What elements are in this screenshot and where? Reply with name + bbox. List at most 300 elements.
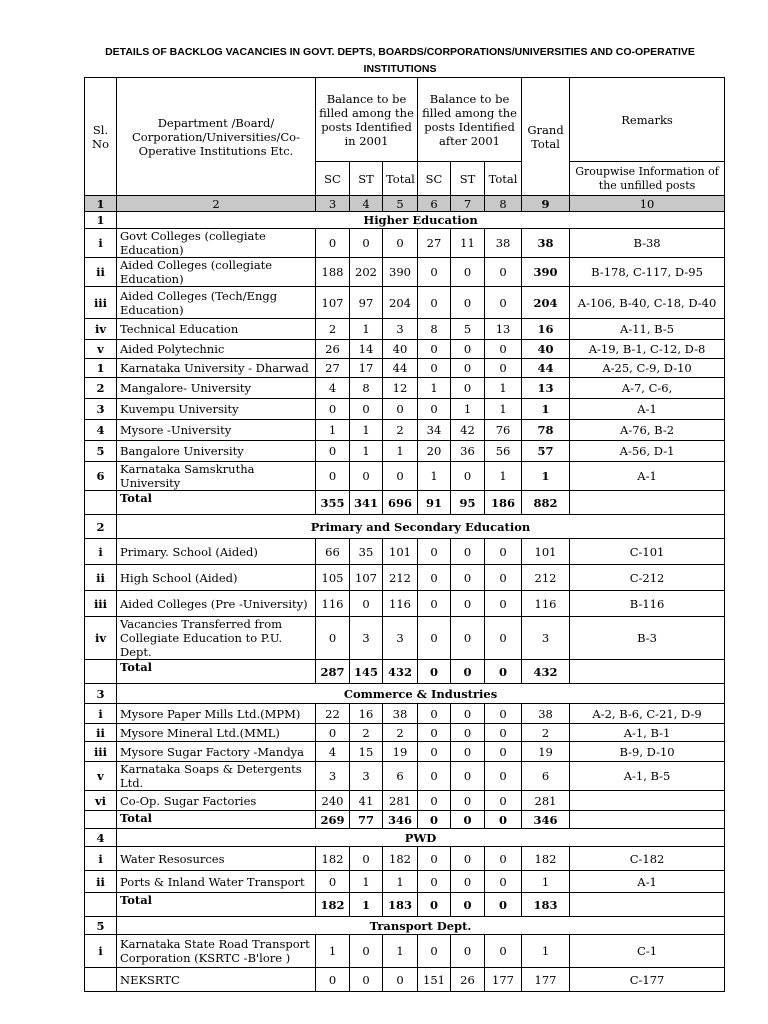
row-st-2001: 8 — [350, 378, 383, 399]
row-total-after: 0 — [485, 704, 522, 724]
row-total-after: 0 — [485, 287, 522, 319]
row-grand-total: 212 — [522, 565, 570, 591]
table-row — [85, 441, 725, 462]
row-sc-after: 8 — [418, 319, 451, 340]
row-department: Aided Polytechnic — [117, 340, 316, 359]
row-remarks: A-1 — [570, 871, 725, 893]
total-value: 355 — [316, 491, 350, 515]
row-department: Mysore Mineral Ltd.(MML) — [117, 724, 316, 742]
total-value: 0 — [418, 893, 451, 917]
row-slno: iii — [85, 591, 117, 617]
total-value: 696 — [383, 491, 418, 515]
total-value: 0 — [451, 893, 485, 917]
row-grand-total: 101 — [522, 539, 570, 565]
row-department: Karnataka University - Dharwad — [117, 359, 316, 378]
header-st: ST — [451, 162, 485, 196]
colnum: 9 — [522, 196, 570, 212]
section-name: Transport Dept. — [117, 917, 725, 935]
row-st-2001: 202 — [350, 258, 383, 287]
row-st-after: 0 — [451, 847, 485, 871]
row-sc-2001: 105 — [316, 565, 350, 591]
row-sc-after: 0 — [418, 871, 451, 893]
row-remarks: C-177 — [570, 968, 725, 992]
row-st-2001: 0 — [350, 935, 383, 968]
row-department: Water Resosurces — [117, 847, 316, 871]
colnum: 3 — [316, 196, 350, 212]
section-name: Primary and Secondary Education — [117, 515, 725, 539]
row-total-2001: 3 — [383, 319, 418, 340]
total-value: 0 — [485, 660, 522, 684]
row-sc-2001: 4 — [316, 378, 350, 399]
row-department: Primary. School (Aided) — [117, 539, 316, 565]
row-total-2001: 101 — [383, 539, 418, 565]
row-remarks: A-106, B-40, C-18, D-40 — [570, 287, 725, 319]
row-department: Co-Op. Sugar Factories — [117, 791, 316, 811]
row-department: Aided Colleges (Pre -University) — [117, 591, 316, 617]
table-row — [85, 229, 725, 258]
row-total-after: 0 — [485, 871, 522, 893]
row-st-2001: 0 — [350, 591, 383, 617]
row-st-2001: 1 — [350, 420, 383, 441]
table-row — [85, 724, 725, 742]
row-st-after: 0 — [451, 762, 485, 791]
row-total-2001: 12 — [383, 378, 418, 399]
row-st-2001: 107 — [350, 565, 383, 591]
row-remarks: B-3 — [570, 617, 725, 660]
row-total-after: 0 — [485, 359, 522, 378]
row-st-after: 0 — [451, 340, 485, 359]
row-total-2001: 182 — [383, 847, 418, 871]
total-value: 95 — [451, 491, 485, 515]
row-sc-2001: 0 — [316, 617, 350, 660]
row-slno: 6 — [85, 462, 117, 491]
table-row — [85, 420, 725, 441]
row-total-after: 0 — [485, 742, 522, 762]
row-sc-after: 0 — [418, 565, 451, 591]
total-value: 0 — [485, 893, 522, 917]
row-slno: iii — [85, 287, 117, 319]
section-name: PWD — [117, 829, 725, 847]
row-sc-2001: 1 — [316, 420, 350, 441]
section-number: 5 — [85, 917, 117, 935]
row-slno: iv — [85, 319, 117, 340]
table-row — [85, 539, 725, 565]
total-slno-empty — [85, 893, 117, 917]
table-row — [85, 359, 725, 378]
colnum: 5 — [383, 196, 418, 212]
table-row — [85, 399, 725, 420]
row-grand-total: 44 — [522, 359, 570, 378]
header-total: Total — [383, 162, 418, 196]
row-department: Karnataka State Road Transport Corporation (KSRTC -B'lore ) — [117, 935, 316, 968]
row-department: NEKSRTC — [117, 968, 316, 992]
row-sc-2001: 240 — [316, 791, 350, 811]
colnum: 4 — [350, 196, 383, 212]
total-value — [570, 660, 725, 684]
row-sc-2001: 107 — [316, 287, 350, 319]
total-row — [85, 893, 725, 917]
section-header-row — [85, 515, 725, 539]
total-slno-empty — [85, 811, 117, 829]
total-value — [570, 811, 725, 829]
total-value — [570, 491, 725, 515]
row-total-2001: 390 — [383, 258, 418, 287]
row-slno: i — [85, 229, 117, 258]
row-slno — [85, 968, 117, 992]
row-slno: i — [85, 539, 117, 565]
total-value: 183 — [383, 893, 418, 917]
row-slno: v — [85, 762, 117, 791]
row-sc-2001: 4 — [316, 742, 350, 762]
table-row — [85, 847, 725, 871]
table-row — [85, 704, 725, 724]
row-department: Bangalore University — [117, 441, 316, 462]
row-slno: iv — [85, 617, 117, 660]
row-st-after: 0 — [451, 287, 485, 319]
row-st-after: 0 — [451, 378, 485, 399]
row-total-after: 38 — [485, 229, 522, 258]
row-st-2001: 3 — [350, 617, 383, 660]
row-remarks: B-38 — [570, 229, 725, 258]
header-sc: SC — [316, 162, 350, 196]
row-total-2001: 212 — [383, 565, 418, 591]
row-grand-total: 281 — [522, 791, 570, 811]
row-st-after: 0 — [451, 462, 485, 491]
row-total-2001: 0 — [383, 399, 418, 420]
row-total-after: 0 — [485, 591, 522, 617]
total-label: Total — [117, 893, 316, 917]
row-st-2001: 14 — [350, 340, 383, 359]
row-department: Kuvempu University — [117, 399, 316, 420]
row-grand-total: 2 — [522, 724, 570, 742]
table-row — [85, 742, 725, 762]
row-grand-total: 19 — [522, 742, 570, 762]
total-row — [85, 660, 725, 684]
total-label: Total — [117, 660, 316, 684]
row-remarks: A-2, B-6, C-21, D-9 — [570, 704, 725, 724]
row-st-after: 0 — [451, 258, 485, 287]
row-total-2001: 6 — [383, 762, 418, 791]
row-st-2001: 16 — [350, 704, 383, 724]
total-slno-empty — [85, 660, 117, 684]
row-total-2001: 116 — [383, 591, 418, 617]
row-total-2001: 1 — [383, 441, 418, 462]
row-grand-total: 1 — [522, 935, 570, 968]
row-slno: 1 — [85, 359, 117, 378]
row-remarks: C-101 — [570, 539, 725, 565]
row-grand-total: 390 — [522, 258, 570, 287]
total-value: 91 — [418, 491, 451, 515]
total-value: 269 — [316, 811, 350, 829]
row-st-2001: 1 — [350, 441, 383, 462]
row-sc-2001: 0 — [316, 229, 350, 258]
row-department: Aided Colleges (Tech/Engg Education) — [117, 287, 316, 319]
row-st-2001: 0 — [350, 847, 383, 871]
row-sc-after: 1 — [418, 462, 451, 491]
table-row — [85, 968, 725, 992]
table-row — [85, 462, 725, 491]
section-header-row — [85, 917, 725, 935]
row-st-2001: 35 — [350, 539, 383, 565]
header-groupwise: Groupwise Information of the unfilled posts — [570, 162, 725, 196]
row-sc-2001: 0 — [316, 724, 350, 742]
section-number: 2 — [85, 515, 117, 539]
row-sc-2001: 1 — [316, 935, 350, 968]
section-header-row — [85, 684, 725, 704]
row-remarks: A-19, B-1, C-12, D-8 — [570, 340, 725, 359]
row-slno: 2 — [85, 378, 117, 399]
row-sc-after: 0 — [418, 847, 451, 871]
row-department: Mysore Sugar Factory -Mandya — [117, 742, 316, 762]
row-slno: iii — [85, 742, 117, 762]
row-st-after: 0 — [451, 591, 485, 617]
colnum: 7 — [451, 196, 485, 212]
table-row — [85, 762, 725, 791]
total-slno-empty — [85, 491, 117, 515]
row-sc-after: 0 — [418, 742, 451, 762]
row-total-2001: 1 — [383, 871, 418, 893]
row-remarks: A-1, B-5 — [570, 762, 725, 791]
row-grand-total: 78 — [522, 420, 570, 441]
row-slno: ii — [85, 565, 117, 591]
row-total-2001: 44 — [383, 359, 418, 378]
row-department: Technical Education — [117, 319, 316, 340]
total-label: Total — [117, 491, 316, 515]
row-sc-after: 151 — [418, 968, 451, 992]
header-dept: Department /Board/ Corporation/Universities/Co-Operative Institutions Etc. — [117, 78, 316, 196]
row-st-after: 0 — [451, 617, 485, 660]
total-value: 0 — [485, 811, 522, 829]
total-value: 341 — [350, 491, 383, 515]
row-sc-2001: 2 — [316, 319, 350, 340]
table-row — [85, 340, 725, 359]
row-total-after: 0 — [485, 724, 522, 742]
row-slno: ii — [85, 871, 117, 893]
table-row — [85, 287, 725, 319]
row-st-2001: 3 — [350, 762, 383, 791]
table-row — [85, 791, 725, 811]
header-sc: SC — [418, 162, 451, 196]
total-value: 183 — [522, 893, 570, 917]
row-department: Karnataka Soaps & Detergents Ltd. — [117, 762, 316, 791]
total-value: 77 — [350, 811, 383, 829]
row-sc-2001: 3 — [316, 762, 350, 791]
row-sc-after: 0 — [418, 359, 451, 378]
section-name: Higher Education — [117, 212, 725, 229]
section-header-row — [85, 212, 725, 229]
row-total-2001: 1 — [383, 935, 418, 968]
row-department: Aided Colleges (collegiate Education) — [117, 258, 316, 287]
total-value: 0 — [418, 811, 451, 829]
row-grand-total: 40 — [522, 340, 570, 359]
row-st-2001: 1 — [350, 319, 383, 340]
row-sc-2001: 0 — [316, 871, 350, 893]
row-sc-2001: 182 — [316, 847, 350, 871]
row-grand-total: 204 — [522, 287, 570, 319]
row-st-2001: 1 — [350, 871, 383, 893]
row-st-after: 26 — [451, 968, 485, 992]
section-number: 4 — [85, 829, 117, 847]
row-sc-after: 0 — [418, 704, 451, 724]
row-sc-after: 0 — [418, 591, 451, 617]
backlog-vacancies-table — [84, 77, 725, 992]
row-st-2001: 15 — [350, 742, 383, 762]
row-total-after: 177 — [485, 968, 522, 992]
row-sc-after: 20 — [418, 441, 451, 462]
total-value: 432 — [383, 660, 418, 684]
document-title: DETAILS OF BACKLOG VACANCIES IN GOVT. DEPTS, BOARDS/CORPORATIONS/UNIVERSITIES AND CO-OPERATIVE INSTITUTIONS — [105, 46, 695, 75]
row-total-2001: 38 — [383, 704, 418, 724]
header-slno: Sl. No — [85, 78, 117, 196]
table-row — [85, 591, 725, 617]
table-row — [85, 319, 725, 340]
row-grand-total: 38 — [522, 229, 570, 258]
row-remarks: A-56, D-1 — [570, 441, 725, 462]
row-grand-total: 6 — [522, 762, 570, 791]
colnum: 1 — [85, 196, 117, 212]
colnum: 6 — [418, 196, 451, 212]
header-balance-2001: Balance to be filled among the posts Identified in 2001 — [316, 78, 418, 162]
row-sc-after: 27 — [418, 229, 451, 258]
row-department: Karnataka Samskrutha University — [117, 462, 316, 491]
total-value: 0 — [451, 811, 485, 829]
row-remarks: A-25, C-9, D-10 — [570, 359, 725, 378]
row-remarks — [570, 791, 725, 811]
row-remarks: B-178, C-117, D-95 — [570, 258, 725, 287]
row-total-2001: 40 — [383, 340, 418, 359]
row-sc-after: 0 — [418, 539, 451, 565]
total-value: 287 — [316, 660, 350, 684]
row-total-after: 1 — [485, 462, 522, 491]
row-total-2001: 281 — [383, 791, 418, 811]
row-total-2001: 204 — [383, 287, 418, 319]
row-st-2001: 0 — [350, 462, 383, 491]
row-sc-after: 0 — [418, 340, 451, 359]
row-st-after: 0 — [451, 871, 485, 893]
row-slno: 5 — [85, 441, 117, 462]
row-grand-total: 3 — [522, 617, 570, 660]
row-sc-after: 34 — [418, 420, 451, 441]
row-grand-total: 182 — [522, 847, 570, 871]
row-st-2001: 0 — [350, 229, 383, 258]
table-row — [85, 565, 725, 591]
table-row — [85, 935, 725, 968]
row-remarks: A-7, C-6, — [570, 378, 725, 399]
total-value: 186 — [485, 491, 522, 515]
row-total-after: 0 — [485, 791, 522, 811]
row-total-after: 0 — [485, 340, 522, 359]
total-value: 0 — [451, 660, 485, 684]
row-sc-2001: 22 — [316, 704, 350, 724]
colnum: 10 — [570, 196, 725, 212]
section-number: 3 — [85, 684, 117, 704]
row-st-after: 0 — [451, 704, 485, 724]
row-slno: v — [85, 340, 117, 359]
total-value: 0 — [418, 660, 451, 684]
row-grand-total: 1 — [522, 462, 570, 491]
row-sc-2001: 0 — [316, 399, 350, 420]
row-total-after: 13 — [485, 319, 522, 340]
row-st-after: 0 — [451, 359, 485, 378]
table-row — [85, 617, 725, 660]
table-row — [85, 258, 725, 287]
row-sc-after: 0 — [418, 724, 451, 742]
row-total-after: 0 — [485, 617, 522, 660]
header-total: Total — [485, 162, 522, 196]
row-st-2001: 0 — [350, 968, 383, 992]
row-total-2001: 0 — [383, 229, 418, 258]
row-st-2001: 17 — [350, 359, 383, 378]
row-grand-total: 116 — [522, 591, 570, 617]
row-slno: i — [85, 704, 117, 724]
total-value — [570, 893, 725, 917]
row-sc-after: 0 — [418, 762, 451, 791]
row-total-after: 0 — [485, 539, 522, 565]
row-sc-2001: 26 — [316, 340, 350, 359]
row-slno: 3 — [85, 399, 117, 420]
row-total-after: 0 — [485, 258, 522, 287]
row-slno: 4 — [85, 420, 117, 441]
row-sc-after: 0 — [418, 258, 451, 287]
row-slno: i — [85, 847, 117, 871]
row-sc-2001: 188 — [316, 258, 350, 287]
row-remarks: A-11, B-5 — [570, 319, 725, 340]
row-sc-after: 0 — [418, 617, 451, 660]
row-department: Mysore Paper Mills Ltd.(MPM) — [117, 704, 316, 724]
row-st-2001: 97 — [350, 287, 383, 319]
row-st-after: 36 — [451, 441, 485, 462]
row-total-after: 1 — [485, 399, 522, 420]
row-remarks: B-9, D-10 — [570, 742, 725, 762]
row-total-2001: 19 — [383, 742, 418, 762]
row-sc-after: 0 — [418, 399, 451, 420]
total-row — [85, 811, 725, 829]
row-remarks: C-182 — [570, 847, 725, 871]
row-department: Govt Colleges (collegiate Education) — [117, 229, 316, 258]
total-value: 145 — [350, 660, 383, 684]
row-st-after: 0 — [451, 742, 485, 762]
row-total-after: 0 — [485, 565, 522, 591]
row-sc-after: 1 — [418, 378, 451, 399]
row-grand-total: 13 — [522, 378, 570, 399]
row-total-2001: 3 — [383, 617, 418, 660]
row-sc-2001: 27 — [316, 359, 350, 378]
table-row — [85, 378, 725, 399]
row-st-after: 5 — [451, 319, 485, 340]
row-remarks: C-1 — [570, 935, 725, 968]
total-value: 346 — [522, 811, 570, 829]
row-slno: ii — [85, 258, 117, 287]
row-total-after: 0 — [485, 935, 522, 968]
row-sc-2001: 116 — [316, 591, 350, 617]
total-value: 346 — [383, 811, 418, 829]
row-remarks: A-1 — [570, 462, 725, 491]
row-st-after: 0 — [451, 565, 485, 591]
row-grand-total: 57 — [522, 441, 570, 462]
row-total-after: 56 — [485, 441, 522, 462]
total-row — [85, 491, 725, 515]
colnum: 2 — [117, 196, 316, 212]
row-st-after: 1 — [451, 399, 485, 420]
row-slno: ii — [85, 724, 117, 742]
row-department: Mangalore- University — [117, 378, 316, 399]
row-department: Mysore -University — [117, 420, 316, 441]
row-total-after: 76 — [485, 420, 522, 441]
row-department: Ports & Inland Water Transport — [117, 871, 316, 893]
row-remarks: A-1 — [570, 399, 725, 420]
row-department: Vacancies Transferred from Collegiate Education to P.U. Dept. — [117, 617, 316, 660]
row-sc-2001: 0 — [316, 462, 350, 491]
